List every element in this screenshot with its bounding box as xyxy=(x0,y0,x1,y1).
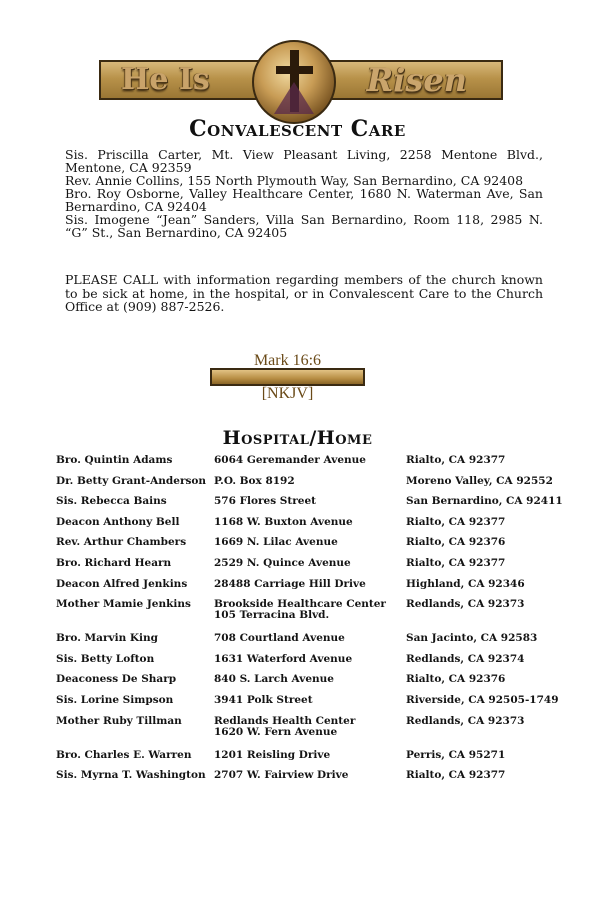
member-address xyxy=(214,496,406,507)
member-city: Rialto, CA 92377 xyxy=(406,556,506,569)
call-notice: PLEASE CALL with information regarding members of the church known to be sick at home, in the hospital, or in Convalescent Care to the Church Office at (909) 887-2526. xyxy=(65,272,543,314)
member-name: Bro. Marvin King xyxy=(56,632,158,645)
member-name: Bro. Richard Hearn xyxy=(56,556,172,569)
member-address xyxy=(214,476,406,487)
table-row xyxy=(56,654,566,675)
member-city: Redlands, CA 92373 xyxy=(406,598,525,611)
member-address xyxy=(214,558,406,569)
member-name: Sis. Lorine Simpson xyxy=(56,693,174,706)
table-row xyxy=(56,716,566,750)
table-row xyxy=(56,579,566,600)
member-city: Redlands, CA 92374 xyxy=(406,652,525,665)
plaque-bar xyxy=(210,368,365,386)
hospital-home-title: Hospital/Home xyxy=(222,427,373,449)
convalescent-care-title: Convalescent Care xyxy=(189,116,406,142)
cross-icon xyxy=(252,40,336,124)
convalescent-entry: Sis. Priscilla Carter, Mt. View Pleasant Living, 2258 Mentone Blvd., Mentone, CA 92359 xyxy=(65,147,543,175)
convalescent-list xyxy=(65,148,543,239)
table-row xyxy=(56,455,566,476)
table-row xyxy=(56,599,566,633)
address-line-1: 3941 Polk Street xyxy=(214,693,313,706)
member-city: Rialto, CA 92376 xyxy=(406,673,506,686)
member-address xyxy=(214,695,406,706)
address-line-1: 28488 Carriage Hill Drive xyxy=(214,577,366,590)
member-name: Deacon Anthony Bell xyxy=(56,515,180,528)
address-line-1: 6064 Geremander Avenue xyxy=(214,454,366,466)
member-name: Mother Mamie Jenkins xyxy=(56,598,191,611)
table-row xyxy=(56,674,566,695)
member-city: Rialto, CA 92377 xyxy=(406,769,506,782)
member-name: Bro. Quintin Adams xyxy=(56,454,173,466)
member-city: San Jacinto, CA 92583 xyxy=(406,632,538,645)
member-city: San Bernardino, CA 92411 xyxy=(406,495,563,508)
member-address xyxy=(214,716,406,738)
address-line-1: Brookside Healthcare Center xyxy=(214,598,386,611)
member-name: Sis. Rebecca Bains xyxy=(56,495,167,508)
member-name: Sis. Myrna T. Washington xyxy=(56,769,206,782)
table-row xyxy=(56,476,566,497)
member-name: Sis. Betty Lofton xyxy=(56,652,155,665)
address-line-1: 576 Flores Street xyxy=(214,495,316,508)
member-city: Perris, CA 95271 xyxy=(406,748,506,761)
convalescent-entry: Sis. Imogene “Jean” Sanders, Villa San Bernardino, Room 118, 2985 N. “G” St., San Bernardino, CA 92405 xyxy=(65,212,543,240)
address-line-1: 708 Courtland Avenue xyxy=(214,632,345,645)
banner-left-word: He Is xyxy=(121,62,210,97)
address-line-1: 2529 N. Quince Avenue xyxy=(214,556,351,569)
address-line-1: 1669 N. Lilac Avenue xyxy=(214,536,338,549)
member-name: Dr. Betty Grant-Anderson xyxy=(56,474,207,487)
address-line-1: 1201 Reisling Drive xyxy=(214,748,331,761)
member-city: Moreno Valley, CA 92552 xyxy=(406,474,553,487)
table-row xyxy=(56,770,566,791)
address-line-1: 1631 Waterford Avenue xyxy=(214,652,353,665)
table-row xyxy=(56,558,566,579)
member-address xyxy=(214,537,406,548)
member-address xyxy=(214,654,406,665)
member-address xyxy=(214,674,406,685)
member-city: Rialto, CA 92377 xyxy=(406,515,506,528)
member-address xyxy=(214,579,406,590)
convalescent-entry: Rev. Annie Collins, 155 North Plymouth Way, San Bernardino, CA 92408 xyxy=(65,173,524,188)
member-address xyxy=(214,455,406,466)
member-address xyxy=(214,599,406,621)
member-address xyxy=(214,770,406,781)
address-line-1: P.O. Box 8192 xyxy=(214,474,295,487)
address-line-2: 1620 W. Fern Avenue xyxy=(214,725,338,738)
member-city: Riverside, CA 92505-1749 xyxy=(406,693,559,706)
table-row xyxy=(56,750,566,771)
scripture-reference: Mark 16:6 xyxy=(253,352,322,369)
member-city: Highland, CA 92346 xyxy=(406,577,525,590)
address-line-2: 105 Terracina Blvd. xyxy=(214,609,330,622)
convalescent-entry: Bro. Roy Osborne, Valley Healthcare Center, 1680 N. Waterman Ave, San Bernardino, CA 92404 xyxy=(65,186,543,214)
member-address xyxy=(214,517,406,528)
member-name: Bro. Charles E. Warren xyxy=(56,748,192,761)
scripture-plaque xyxy=(210,352,365,404)
member-city: Redlands, CA 92373 xyxy=(406,714,525,727)
member-name: Mother Ruby Tillman xyxy=(56,714,182,727)
hospital-home-table xyxy=(56,455,566,791)
address-line-1: 2707 W. Fairview Drive xyxy=(214,769,349,782)
table-row xyxy=(56,537,566,558)
member-city: Rialto, CA 92376 xyxy=(406,536,506,549)
address-line-1: 1168 W. Buxton Avenue xyxy=(214,515,353,528)
member-city: Rialto, CA 92377 xyxy=(406,454,506,466)
table-row xyxy=(56,695,566,716)
table-row xyxy=(56,633,566,654)
table-row xyxy=(56,496,566,517)
member-address xyxy=(214,633,406,644)
member-name: Deaconess De Sharp xyxy=(56,673,177,686)
scripture-version: [NKJV] xyxy=(261,385,314,402)
member-name: Deacon Alfred Jenkins xyxy=(56,577,188,590)
table-row xyxy=(56,517,566,538)
member-name: Rev. Arthur Chambers xyxy=(56,536,187,549)
banner-right-word: Risen xyxy=(366,61,467,99)
address-line-1: Redlands Health Center xyxy=(214,714,356,727)
member-address xyxy=(214,750,406,761)
address-line-1: 840 S. Larch Avenue xyxy=(214,673,334,686)
